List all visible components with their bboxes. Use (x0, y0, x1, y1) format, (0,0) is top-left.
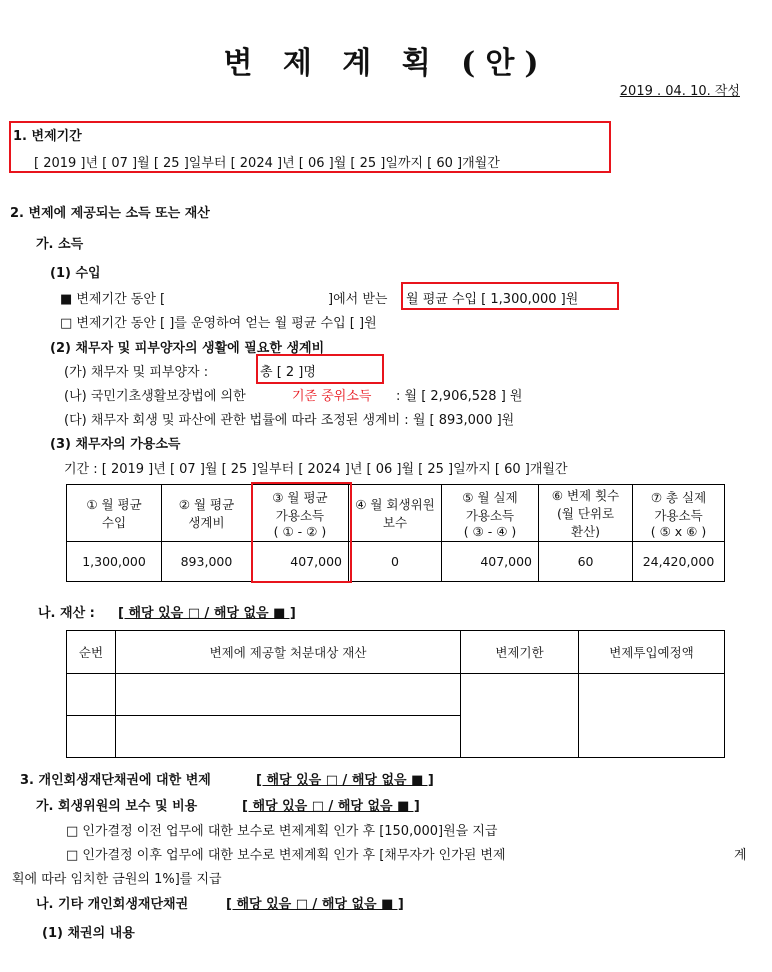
s3-status: [ 해당 있음 □ / 해당 없음 ■ ] (256, 773, 434, 788)
td-count: 60 (539, 542, 633, 582)
highlight-box-available (251, 482, 352, 583)
fee-option-1: □ 인가결정 이전 업무에 대한 보수로 변제계획 인가 후 [150,000]원을 지급 (66, 824, 498, 839)
s3-ga-status: [ 해당 있음 □ / 해당 없음 ■ ] (242, 799, 420, 814)
td-available: 407,000 (251, 542, 348, 582)
fee-option-2-end: 계 (734, 848, 747, 863)
td-actual: 407,000 (441, 542, 538, 582)
asset-th-amount: 변제투입예정액 (579, 631, 725, 674)
s2-heading: 2. 변제에 제공되는 소득 또는 재산 (10, 206, 210, 221)
income-line-1a: ■ 변제기간 동안 [ (60, 292, 166, 307)
fee-option-2: □ 인가결정 이후 업무에 대한 보수로 변제계획 인가 후 [채무자가 인가된 변제 (66, 848, 506, 863)
td-living: 893,000 (162, 542, 252, 582)
available-income-heading: (3) 채무자의 가용소득 (50, 437, 181, 452)
asset-cell (67, 716, 116, 758)
th-3: ③ 월 평균 가용소득 ( ① - ② ) (251, 485, 348, 542)
fee-option-2-cont: 획에 따라 임치한 금원의 1%]를 지급 (12, 872, 222, 887)
claim-heading: (1) 채권의 내용 (42, 926, 135, 941)
th-6: ⑥ 변제 횟수 (월 단위로 환산) (539, 485, 633, 542)
income-line-1c: 월 평균 수입 [ 1,300,000 ]원 (406, 292, 579, 307)
s3-na-status: [ 해당 있음 □ / 해당 없음 ■ ] (226, 897, 404, 912)
page-title: 변 제 계 획 (안) (223, 46, 549, 81)
th-7: ⑦ 총 실제 가용소득 ( ⑤ x ⑥ ) (633, 485, 725, 542)
dependents-value: 총 [ 2 ]명 (260, 365, 316, 380)
th-4: ④ 월 회생위원 보수 (348, 485, 441, 542)
income-line-1b: ]에서 받는 (328, 292, 388, 307)
median-income-b: : 월 [ 2,906,528 ] 원 (396, 389, 523, 404)
median-income-a: (나) 국민기초생활보장법에 의한 (64, 389, 246, 404)
asset-th-property: 변제에 제공할 처분대상 재산 (116, 631, 461, 674)
th-1: ① 월 평균 수입 (67, 485, 162, 542)
th-2: ② 월 평균 생계비 (162, 485, 252, 542)
date: 2019 . 04. 10. 작성 (619, 84, 740, 99)
asset-th-deadline: 변제기한 (461, 631, 579, 674)
s1-period-line: [ 2019 ]년 [ 07 ]월 [ 25 ]일부터 [ 2024 ]년 [ 06 ]월 [ 25 ]일까지 [ 60 ]개월간 (34, 156, 500, 171)
asset-cell (116, 674, 461, 716)
asset-cell (461, 674, 579, 758)
s2-ga: 가. 소득 (36, 237, 84, 252)
adjusted-living-cost: (다) 채무자 회생 및 파산에 관한 법률에 따라 조정된 생계비 : 월 [ 893,000 ]원 (64, 413, 515, 428)
asset-th-no: 순번 (67, 631, 116, 674)
asset-cell (579, 674, 725, 758)
dependents-label: (가) 채무자 및 피부양자 : (64, 365, 209, 380)
asset-table (66, 630, 725, 758)
td-fee: 0 (348, 542, 441, 582)
available-period: 기간 : [ 2019 ]년 [ 07 ]월 [ 25 ]일부터 [ 2024 ]년 [ 06 ]월 [ 25 ]일까지 [ 60 ]개월간 (64, 462, 568, 477)
th-5: ⑤ 월 실제 가용소득 ( ③ - ④ ) (441, 485, 538, 542)
td-total: 24,420,000 (633, 542, 725, 582)
s3-ga: 가. 회생위원의 보수 및 비용 (36, 799, 198, 814)
asset-heading: 나. 재산 : (38, 606, 95, 621)
asset-status: [ 해당 있음 □ / 해당 없음 ■ ] (118, 606, 296, 621)
td-income: 1,300,000 (67, 542, 162, 582)
income-table (66, 484, 725, 582)
income-line-2: □ 변제기간 동안 [ ]를 운영하여 얻는 월 평균 수입 [ ]원 (60, 316, 377, 331)
s3-heading: 3. 개인회생재단채권에 대한 변제 (20, 773, 211, 788)
median-income-red: 기준 중위소득 (292, 389, 372, 404)
income-heading: (1) 수입 (50, 266, 101, 281)
s1-heading: 1. 변제기간 (13, 129, 82, 144)
s3-na: 나. 기타 개인회생재단채권 (36, 897, 189, 912)
asset-cell (116, 716, 461, 758)
living-heading: (2) 채무자 및 피부양자의 생활에 필요한 생계비 (50, 341, 325, 356)
asset-cell (67, 674, 116, 716)
